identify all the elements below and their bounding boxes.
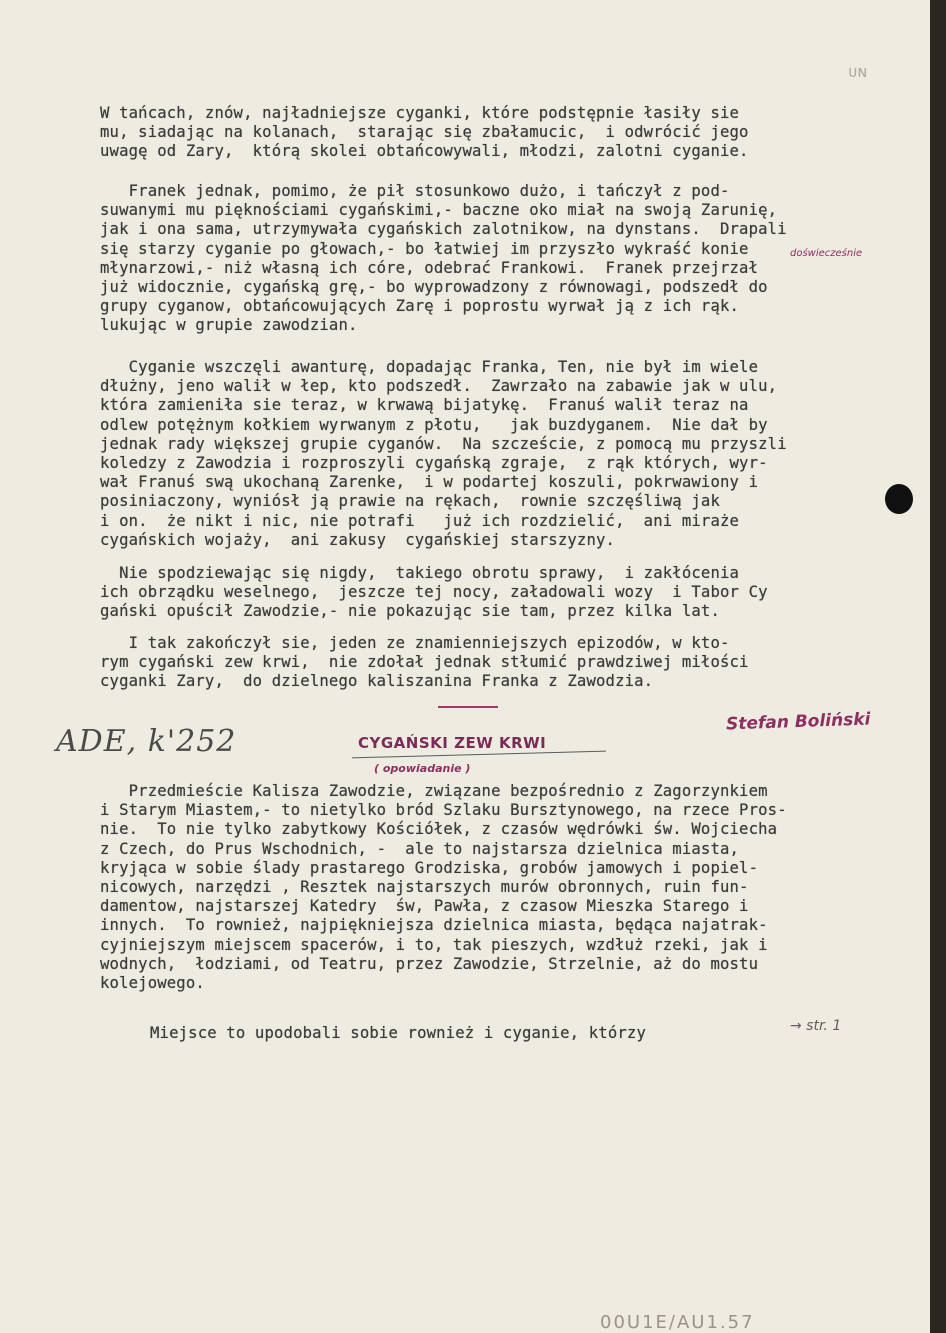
paragraph-6: Przedmieście Kalisza Zawodzie, związane bezpośrednio z Zagorzynkiem i Starym Miastem,- to nietylko bród Szlaku Bursztynowego, na rzece Pros- nie. To nie tylko zabytkowy Kościółek, z czasów wędrówki św. Wojciecha z Czech, do Prus Wschodnich, - ale to najstarsza dzielnica miasta, kryjąca w sobie ślady prastarego Grodziska, grobów jamowych i popiel- nicowych, narzędzi , Resztek najstarszych murów obronnych, ruin fun- damentow, najstarszej Katedry św, Pawła, z czasow Mieszka Starego i innych. To rownież, najpiękniejsza dzielnica miasta, będąca najatrak- cyjniejszym miejscem spacerów, i to, tak pieszych, wzdłuż rzeki, jak i wodnych, łodziami, od Teatru, przez Zawodzie, Strzelnie, aż do mostu kolejowego. — [100, 782, 787, 993]
faint-mark: ᴜɴ — [848, 62, 868, 81]
punch-hole — [885, 484, 913, 514]
paragraph-4: Nie spodziewając się nigdy, takiego obrotu sprawy, i zakłócenia ich obrządku weselnego, jeszcze tej nocy, załadowali wozy i Tabor Cy gański opuścił Zawodzie,- nie pokazując sie tam, przez kilka lat. — [100, 564, 768, 621]
archive-code: ADE, k'252 — [56, 724, 237, 759]
paragraph-5: I tak zakończył sie, jeden ze znamienniejszych epizodów, w kto- rym cygański zew krwi, nie zdołał jednak stłumić prawdziwej miłości cyganki Zary, do dzielnego kaliszanina Franka z Zawodzia. — [100, 634, 749, 691]
paragraph-7: Miejsce to upodobali sobie rownież i cyganie, którzy — [150, 1024, 646, 1042]
paragraph-1: W tańcach, znów, najładniejsze cyganki, które podstępnie łasiły sie mu, siadając na kolanach, starając się zbałamucic, i odwrócić jego uwagę od Zary, którą skolei obtańcowywali, młodzi, zalotni cyganie. — [100, 104, 749, 161]
paragraph-3: Cyganie wszczęli awanturę, dopadając Franka, Ten, nie był im wiele dłużny, jeno walił w łep, kto podszedł. Zawrzało na zabawie jak w ulu, która zamieniła sie teraz, w krwawą bijatykę. Franuś walił teraz na odlew potężnym kołkiem wyrwanym z płotu, jak buzdyganem. Nie dał by jednak rady większej grupie cyganów. Na szczeście, z pomocą mu przyszli koledzy z Zawodzia i rozproszyli cygańską zgraje, z rąk których, wyr- wał Franuś swą ukochaną Zarenke, i w podartej koszuli, pokrwawiony i posiniaczony, wyniósł ją prawie na rękach, rownie szczęśliwą jak i on. że nikt i nic, nie potrafi już ich rozdzielić, ani miraże cygańskich wojaży, ani zakusy cygańskiej starszyzny. — [100, 358, 787, 549]
story-title: CYGAŃSKI ZEW KRWI — [358, 734, 547, 752]
handwritten-note: doświecześnie — [790, 248, 863, 259]
story-subtitle: ( opowiadanie ) — [374, 762, 471, 775]
footer-stamp: 00U1E/AU1.57 — [600, 1312, 755, 1333]
paragraph-2: Franek jednak, pomimo, że pił stosunkowo dużo, i tańczył z pod- suwanymi mu pięknościami cygańskimi,- baczne oko miał na swoją Zarunię, jak i ona sama, utrzymywała cygańskich zalotnikow, na dynstans. Drapali się starzy cyganie po głowach,- bo łatwiej im przyszło wykraść konie młynarzowi,- niż własną ich córe, odebrać Frankowi. Franek przejrzał już widocznie, cygańską grę,- bo wyprowadzony z równowagi, podszedł do grupy cyganow, obtańcowujących Zarę i poprostu wyrwał ją z ich rąk. lukując w grupie zawodzian. — [100, 182, 787, 335]
page-continuation-marker: → str. 1 — [790, 1018, 842, 1034]
section-divider — [438, 706, 498, 708]
author-signature: Stefan Boliński — [725, 709, 871, 735]
page-edge — [930, 0, 946, 1333]
